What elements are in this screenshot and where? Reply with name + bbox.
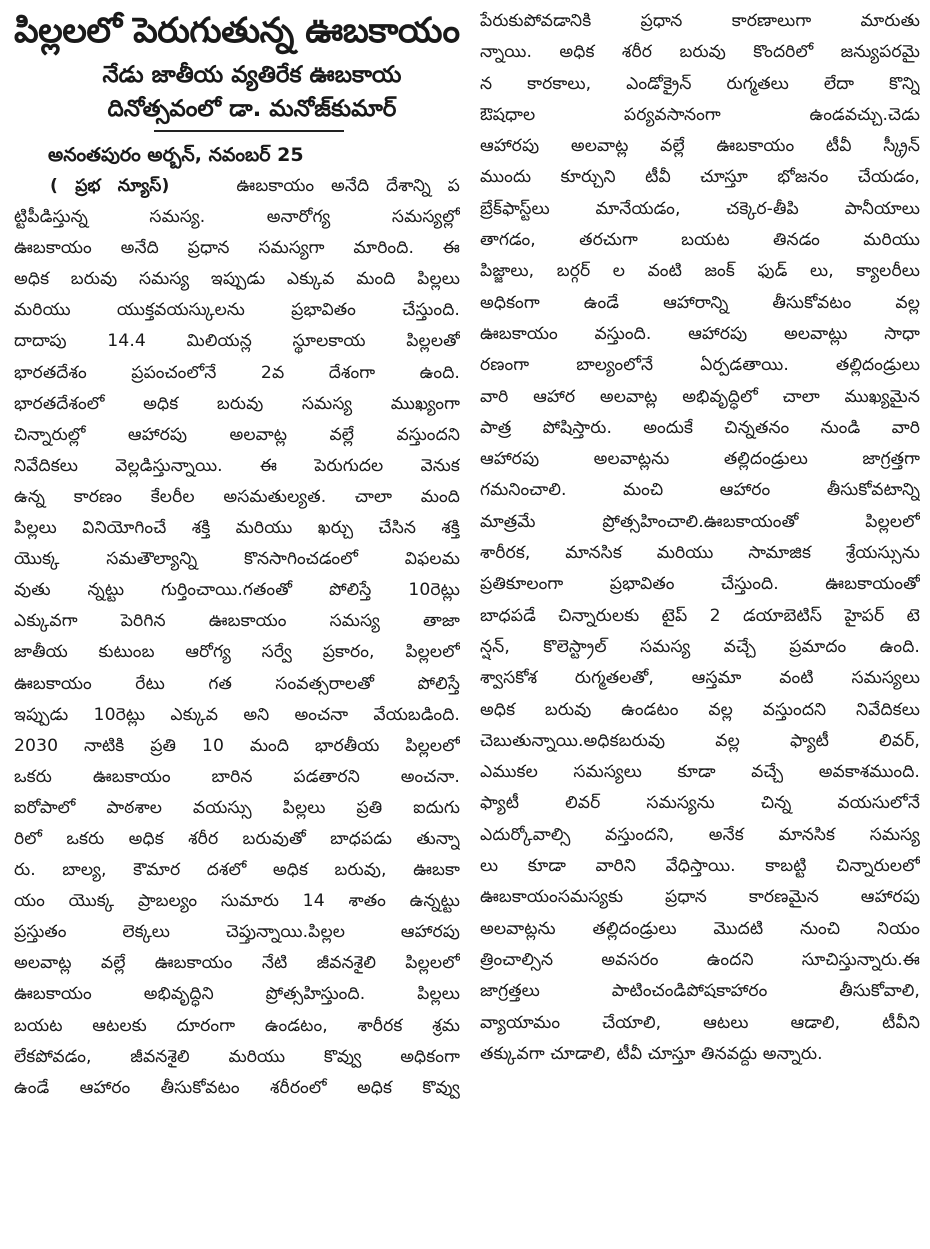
body-line: వ్యాయామం చేయాలి, ఆటలు ఆడాలి, టీవీని: [480, 1012, 920, 1033]
subheadline-line-1: నేడు జాతీయ వ్యతిరేక ఊబకాయ: [102, 62, 402, 88]
body-line: లేకపోవడం, జీవనశైలి మరియు కొవ్వు అధికంగా: [14, 1046, 460, 1067]
body-line: ఆహారపు అలవాట్లను తల్లిదండ్రులు జాగ్రత్తగా: [480, 449, 920, 470]
body-line: చిన్నారుల్లో ఆహారపు అలవాట్ల వల్లే వస్తుందని: [14, 424, 460, 445]
body-line: ఎక్కువగా పెరిగిన ఊబకాయం సమస్య తాజా: [14, 611, 460, 632]
body-line: ట్టిపీడిస్తున్న సమస్య. అనారోగ్య సమస్యల్లో: [14, 207, 460, 228]
subheadline-rule: [154, 130, 344, 132]
body-line: జాతీయ కుటుంబ ఆరోగ్య సర్వే ప్రకారం, పిల్లలలో: [14, 642, 460, 663]
body-line: ఫ్యాటీ లివర్ సమస్యను చిన్న వయసులోనే: [480, 793, 920, 814]
body-line: గమనించాలి. మంచి ఆహారం తీసుకోవటాన్ని: [480, 480, 920, 501]
body-line: అలవాట్లను తల్లిదండ్రులు మొదటి నుంచి నియం: [480, 918, 920, 939]
body-line: బాధపడే చిన్నారులకు టైప్ 2 డయాబెటిస్ హైపర్ టె: [480, 605, 920, 626]
body-line: మాత్రమే ప్రోత్సహించాలి.ఊబకాయంతో పిల్లలలో: [480, 511, 920, 532]
dateline: అనంతపురం అర్బన్, నవంబర్ 25: [48, 144, 304, 166]
body-line: వుతు న్నట్టు గుర్తించాయి.గతంతో పోలిస్తే 10రెట్లు: [14, 580, 460, 601]
body-line: యొక్క సమతౌల్యాన్ని కొనసాగించడంలో విఫలమ: [14, 549, 460, 570]
right-column: [480, 6, 920, 1070]
body-line: న్నాయి. అధిక శరీర బరువు కొందరిలో జన్యుపరమై: [480, 42, 920, 63]
body-line: రిలో ఒకరు అధిక శరీర బరువుతో బాధపడు తున్నా: [14, 828, 460, 849]
body-line: ప్రస్తుతం లెక్కలు చెప్తున్నాయి.పిల్లల ఆహారపు: [14, 922, 460, 943]
left-column: [14, 8, 460, 1104]
body-line: ఊబకాయం రేటు గత సంవత్సరాలతో పోలిస్తే: [14, 673, 460, 694]
body-line: బ్రేక్‌ఫాస్ట్‌లు మానేయడం, చక్కెర-తీపి పానీయాలు: [480, 198, 920, 219]
body-line: యం యొక్క ప్రాబల్యం సుమారు 14 శాతం ఉన్నట్టు: [14, 891, 460, 912]
body-line: పాత్ర పోషిస్తారు. అందుకే చిన్నతనం నుండి వారి: [480, 417, 920, 438]
body-line: భారతదేశం ప్రపంచంలోనే 2వ దేశంగా ఉంది.: [14, 362, 460, 383]
body-line: ఉండే ఆహారం తీసుకోవటం శరీరంలో అధిక కొవ్వు: [14, 1077, 460, 1098]
body-line: రణంగా బాల్యంలోనే ఏర్పడతాయి. తల్లిదండ్రులు: [480, 355, 920, 376]
body-line: వారి ఆహార అలవాట్ల అభివృద్ధిలో చాలా ముఖ్యమైన: [480, 386, 920, 407]
body-line: ఊబకాయం వస్తుంది. ఆహారపు అలవాట్లు సాధా: [480, 323, 920, 344]
body-line: శారీరక, మానసిక మరియు సామాజిక శ్రేయస్సును: [480, 543, 920, 564]
headline: పిల్లలలో పెరుగుతున్న ఊబకాయం: [14, 11, 460, 51]
body-line: ఇప్పుడు 10రెట్లు ఎక్కువ అని అంచనా వేయబడింది.: [14, 704, 460, 725]
body-line: 2030 నాటికి ప్రతి 10 మంది భారతీయ పిల్లలలో: [14, 735, 460, 756]
body-line: న్షన్, కొలెస్ట్రాల్ సమస్య వచ్చే ప్రమాదం ఉంది.: [480, 636, 920, 657]
body-line: అలవాట్ల వల్లే ఊబకాయం నేటి జీవనశైలి పిల్లలలో: [14, 953, 460, 974]
body-line: అధిక బరువు సమస్య ఇప్పుడు ఎక్కువ మంది పిల్లలు: [14, 269, 460, 290]
body-line: శ్వాసకోశ రుగ్మతలతో, ఆస్తమా వంటి సమస్యలు: [480, 668, 920, 689]
body-line: పిజ్జాలు, బర్గర్ ల వంటి జంక్ ఫుడ్ లు, క్యాలరీలు: [480, 261, 920, 282]
body-line: పిల్లలు వినియోగించే శక్తి మరియు ఖర్చు చేసిన శక్తి: [14, 518, 460, 539]
right-body-text: [480, 6, 920, 1070]
body-line: న కారకాలు, ఎండోక్రైన్ రుగ్మతలు లేదా కొన్ని: [480, 73, 920, 94]
left-body-text: [14, 202, 460, 1104]
body-line: ఊబకాయం అనేది ప్రధాన సమస్యగా మారింది. ఈ: [14, 238, 460, 259]
body-line: చెబుతున్నాయి.అధికబరువు వల్ల ఫ్యాటీ లివర్,: [480, 730, 920, 751]
body-line: తాగడం, తరచుగా బయట తినడం మరియు: [480, 230, 920, 251]
body-line: అధికంగా ఉండే ఆహారాన్ని తీసుకోవటం వల్ల: [480, 292, 920, 313]
body-line: ఐరోపాలో పాఠశాల వయస్సు పిల్లలు ప్రతి ఐదుగు: [14, 797, 460, 818]
body-line: ముందు కూర్చుని టీవీ చూస్తూ భోజనం చేయడం,: [480, 167, 920, 188]
body-line: ఎముకల సమస్యలు కూడా వచ్చే అవకాశముంది.: [480, 762, 920, 783]
body-line: ఒకరు ఊబకాయం బారిన పడతారని అంచనా.: [14, 766, 460, 787]
body-line: నివేదికలు వెల్లడిస్తున్నాయి. ఈ పెరుగుదల వెనుక: [14, 455, 460, 476]
body-line: ఊబకాయంసమస్యకు ప్రధాన కారణమైన ఆహారపు: [480, 887, 920, 908]
body-line: దాదాపు 14.4 మిలియన్ల స్థూలకాయ పిల్లలతో: [14, 331, 460, 352]
body-line-first: [14, 171, 460, 202]
body-line: ఊబకాయం అనేది దేశాన్ని ప: [236, 176, 460, 196]
body-line: భారతదేశంలో అధిక బరువు సమస్య ముఖ్యంగా: [14, 393, 460, 414]
body-line: అధిక బరువు ఉండటం వల్ల వస్తుందని నివేదికలు: [480, 699, 920, 720]
body-line: తక్కువగా చూడాలి, టీవీ చూస్తూ తినవద్దు అన్నారు.: [480, 1043, 823, 1064]
body-line: ఔషధాల పర్యవసానంగా ఉండవచ్చు.చెడు: [480, 104, 920, 125]
subheadline-line-2: దినోత్సవంలో డా. మనోజ్‌కుమార్: [107, 96, 397, 122]
body-line: త్రించాల్సిన అవసరం ఉందని సూచిస్తున్నారు.ఈ: [480, 949, 920, 970]
body-line: మరియు యుక్తవయస్కులను ప్రభావితం చేస్తుంది.: [14, 300, 460, 321]
body-line: ఉన్న కారణం కేలరీల అసమతుల్యత. చాలా మంది: [14, 486, 460, 507]
body-line: బయట ఆటలకు దూరంగా ఉండటం, శారీరక శ్రమ: [14, 1015, 460, 1036]
body-line: ఎదుర్కోవాల్సి వస్తుందని, అనేక మానసిక సమస్య: [480, 824, 920, 845]
body-line: పేరుకుపోవడానికి ప్రధాన కారణాలుగా మారుతు: [480, 11, 920, 31]
body-line: లు కూడా వారిని వేధిస్తాయి. కాబట్టి చిన్నారులలో: [480, 856, 920, 877]
body-line: ఊబకాయం అభివృద్ధిని ప్రోత్సహిస్తుంది. పిల్లలు: [14, 984, 460, 1005]
body-line: ఆహారపు అలవాట్ల వల్లే ఊబకాయం టీవీ స్క్రీన్: [480, 136, 920, 157]
source-credit: ( ప్రభ న్యూస్): [50, 176, 170, 196]
body-line: జాగ్రత్తలు పాటించండిపోషకాహారం తీసుకోవాలి,: [480, 981, 920, 1002]
body-line: ప్రతికూలంగా ప్రభావితం చేస్తుంది. ఊబకాయంతో: [480, 574, 920, 595]
body-line: రు. బాల్య, కౌమార దశలో అధిక బరువు, ఊబకా: [14, 860, 460, 881]
